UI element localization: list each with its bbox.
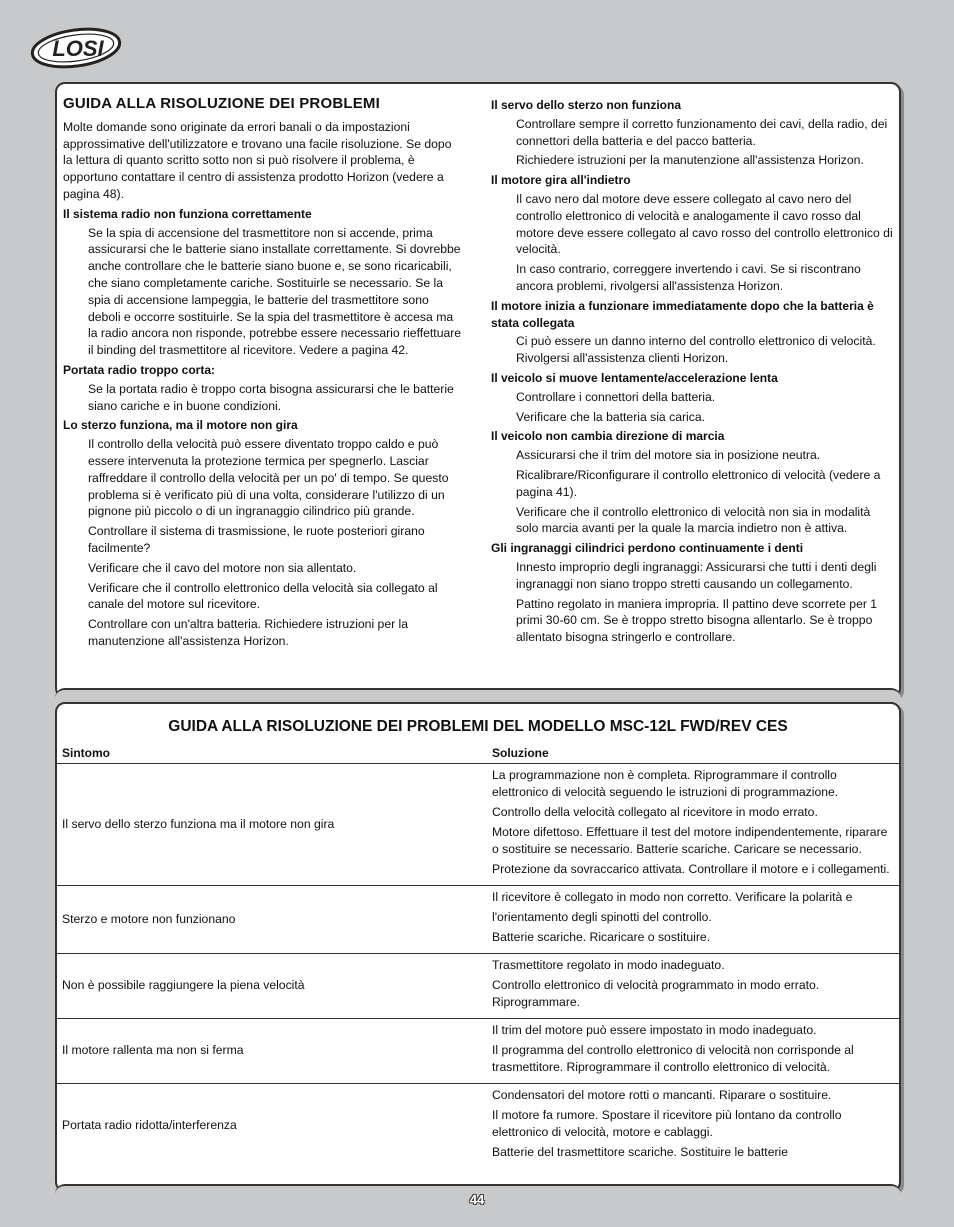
solution-cell: [487, 886, 899, 954]
esc-troubleshooting-panel: [55, 702, 901, 1192]
solution-item: Controllo elettronico di velocità programmato in modo errato. Riprogrammare.: [492, 978, 820, 1009]
losi-logo: [30, 26, 126, 70]
table-row: [57, 764, 899, 886]
table-header-row: [57, 744, 899, 764]
symptom-cell: Non è possibile raggiungere la piena velocità: [57, 954, 487, 1019]
subsection-item: In caso contrario, correggere invertendo i cavi. Se si riscontrano ancora problemi, rivolgersi all'assistenza Horizon.: [516, 262, 861, 293]
subsection-item: Verificare che il cavo del motore non sia allentato.: [88, 560, 357, 575]
left-column: [63, 94, 463, 653]
solution-item: Il programma del controllo elettronico di velocità non corrisponde al trasmettitore. Riprogrammare il controllo elettronico di velocità.: [492, 1043, 854, 1074]
subsection-item: Richiedere istruzioni per la manutenzione all'assistenza Horizon.: [516, 153, 864, 168]
table-row: [57, 886, 899, 954]
subsection-heading: Il motore inizia a funzionare immediatamente dopo che la batteria è stata collegata: [491, 298, 874, 330]
troubleshooting-panel: [55, 82, 901, 698]
solution-cell: [487, 1019, 899, 1084]
subsection-heading: Il veicolo si muove lentamente/accelerazione lenta: [491, 370, 778, 385]
subsection-item: Controllare il sistema di trasmissione, le ruote posteriori girano facilmente?: [88, 524, 425, 555]
symptom-cell: Il servo dello sterzo funziona ma il motore non gira: [57, 764, 487, 886]
solution-cell: [487, 1084, 899, 1169]
solution-cell: [487, 764, 899, 886]
subsection-item: Il cavo nero dal motore deve essere collegato al cavo nero del controllo elettronico di velocità e analogamente il cavo rosso dal motore deve essere collegato al cavo rosso del controllo elettronico di velocità.: [516, 191, 893, 257]
subsection-item: Se la spia di accensione del trasmettitore non si accende, prima assicurarsi che le batterie siano installate correttamente. Si dovrebbe anche controllare che le batterie siano buone e, se sono ricaricabili, che siano completamente cariche. Sostituirle se necessario. Se la spia di accensione lampeggia, le batterie del trasmettitore sono deboli e occorre sostituirle. Se la spia del trasmettitore è accesa ma la radio ancora non risponde, potrebbe essere necessario rieffettuare il binding del trasmettitore al ricevitore. Vedere a pagina 42.: [88, 225, 462, 358]
subsection-heading: Gli ingranaggi cilindrici perdono continuamente i denti: [491, 541, 804, 556]
solution-item: Batterie del trasmettitore scariche. Sostituire le batterie: [492, 1145, 789, 1159]
subsection-item: Assicurarsi che il trim del motore sia in posizione neutra.: [516, 448, 821, 463]
subsection-item: Controllare sempre il corretto funzionamento dei cavi, della radio, dei connettori della batteria e del pacco batteria.: [516, 116, 888, 148]
troubleshooting-table: [57, 744, 899, 1168]
solution-item: l'orientamento degli spinotti del controllo.: [492, 910, 712, 924]
solution-item: Batterie scariche. Ricaricare o sostituire.: [492, 930, 711, 944]
solution-item: Il motore fa rumore. Spostare il ricevitore più lontano da controllo elettronico di velocità, motore e cablaggi.: [492, 1108, 842, 1139]
subsection-item: Verificare che il controllo elettronico della velocità sia collegato al canale del motore sul ricevitore.: [88, 580, 438, 612]
subsection-item: Verificare che il controllo elettronico di velocità non sia in modalità solo marcia avanti per la quale la marcia indietro non è attiva.: [516, 504, 871, 536]
solution-item: Protezione da sovraccarico attivata. Controllare il motore e i collegamenti.: [492, 862, 890, 876]
intro-text: Molte domande sono originate da errori banali o da impostazioni approssimative dell'utilizzatore e trovano una facile risoluzione. Se dopo la lettura di quanto scritto sotto non si può risolvere il problema, è opportuno contattare il centro di assistenza prodotto Horizon (vedere a pagina 48).: [63, 119, 452, 201]
table-row: [57, 954, 899, 1019]
subsection-item: Controllare con un'altra batteria. Richiedere istruzioni per la manutenzione all'assistenza Horizon.: [88, 617, 409, 648]
solution-item: Condensatori del motore rotti o mancanti. Riparare o sostituire.: [492, 1088, 832, 1102]
table-row: [57, 1019, 899, 1084]
section-title: GUIDA ALLA RISOLUZIONE DEI PROBLEMI: [63, 95, 380, 112]
page-number: 44: [469, 1192, 485, 1207]
subsection-item: Ricalibrare/Riconfigurare il controllo elettronico di velocità (vedere a pagina 41).: [516, 467, 881, 499]
subsection-item: Innesto improprio degli ingranaggi: Assicurarsi che tutti i denti degli ingranaggi non siano troppo stretti causando un collegamento.: [516, 559, 877, 591]
solution-header: Soluzione: [487, 744, 899, 764]
subsection-heading: Il veicolo non cambia direzione di marcia: [491, 429, 725, 444]
table-row: [57, 1084, 899, 1169]
subsection-item: Verificare che la batteria sia carica.: [516, 409, 705, 424]
solution-item: Il trim del motore può essere impostato in modo inadeguato.: [492, 1023, 817, 1037]
logo-text: LOSI: [52, 36, 104, 61]
subsection-item: Se la portata radio è troppo corta bisogna assicurarsi che le batterie siano cariche e in buone condizioni.: [88, 381, 454, 413]
solution-cell: [487, 954, 899, 1019]
subsection-heading: Il servo dello sterzo non funziona: [491, 98, 682, 112]
subsection-item: Controllare i connettori della batteria.: [516, 389, 716, 404]
subsection-item: Il controllo della velocità può essere diventato troppo caldo e può essere intervenuta la protezione termica per spegnerlo. Lasciar raffreddare il controllo della velocità per un po' di tempo. Se questo problema si è verificato più di una volta, considerare l'utilizzo di un pignone più piccolo o di un ingranaggio cilindrico più grande.: [88, 437, 449, 519]
symptom-header: Sintomo: [57, 744, 487, 764]
subsection-item: Ci può essere un danno interno del controllo elettronico di velocità. Rivolgersi all'assistenza clienti Horizon.: [516, 334, 876, 366]
subsection-heading: Lo sterzo funziona, ma il motore non gira: [63, 418, 298, 433]
solution-item: Il ricevitore è collegato in modo non corretto. Verificare la polarità e: [492, 890, 853, 904]
solution-item: La programmazione non è completa. Riprogrammare il controllo elettronico di velocità seguendo le istruzioni di programmazione.: [492, 768, 839, 799]
subsection-heading: Portata radio troppo corta:: [63, 362, 216, 377]
solution-item: Trasmettitore regolato in modo inadeguato.: [492, 958, 725, 972]
solution-item: Controllo della velocità collegato al ricevitore in modo errato.: [492, 805, 818, 819]
table-title: GUIDA ALLA RISOLUZIONE DEI PROBLEMI DEL MODELLO MSC-12L FWD/REV CES: [168, 718, 788, 735]
symptom-cell: Portata radio ridotta/interferenza: [62, 1118, 237, 1132]
symptom-cell: Il motore rallenta ma non si ferma: [57, 1019, 487, 1084]
solution-item: Motore difettoso. Effettuare il test del motore indipendentemente, riparare o sostituire se necessario. Batterie scariche. Caricare se necessario.: [492, 825, 888, 856]
right-column: [491, 94, 895, 649]
symptom-cell: Sterzo e motore non funzionano: [57, 886, 487, 954]
subsection-heading: Il sistema radio non funziona correttamente: [63, 206, 312, 221]
subsection-item: Pattino regolato in maniera impropria. Il pattino deve scorrete per 1 primi 30-60 cm. Se è troppo stretto bisogna allentarlo. Se è troppo allentato bisogna stringerlo e controllare.: [516, 596, 878, 645]
subsection-heading: Il motore gira all'indietro: [491, 173, 631, 188]
panel-divider: [55, 688, 901, 702]
